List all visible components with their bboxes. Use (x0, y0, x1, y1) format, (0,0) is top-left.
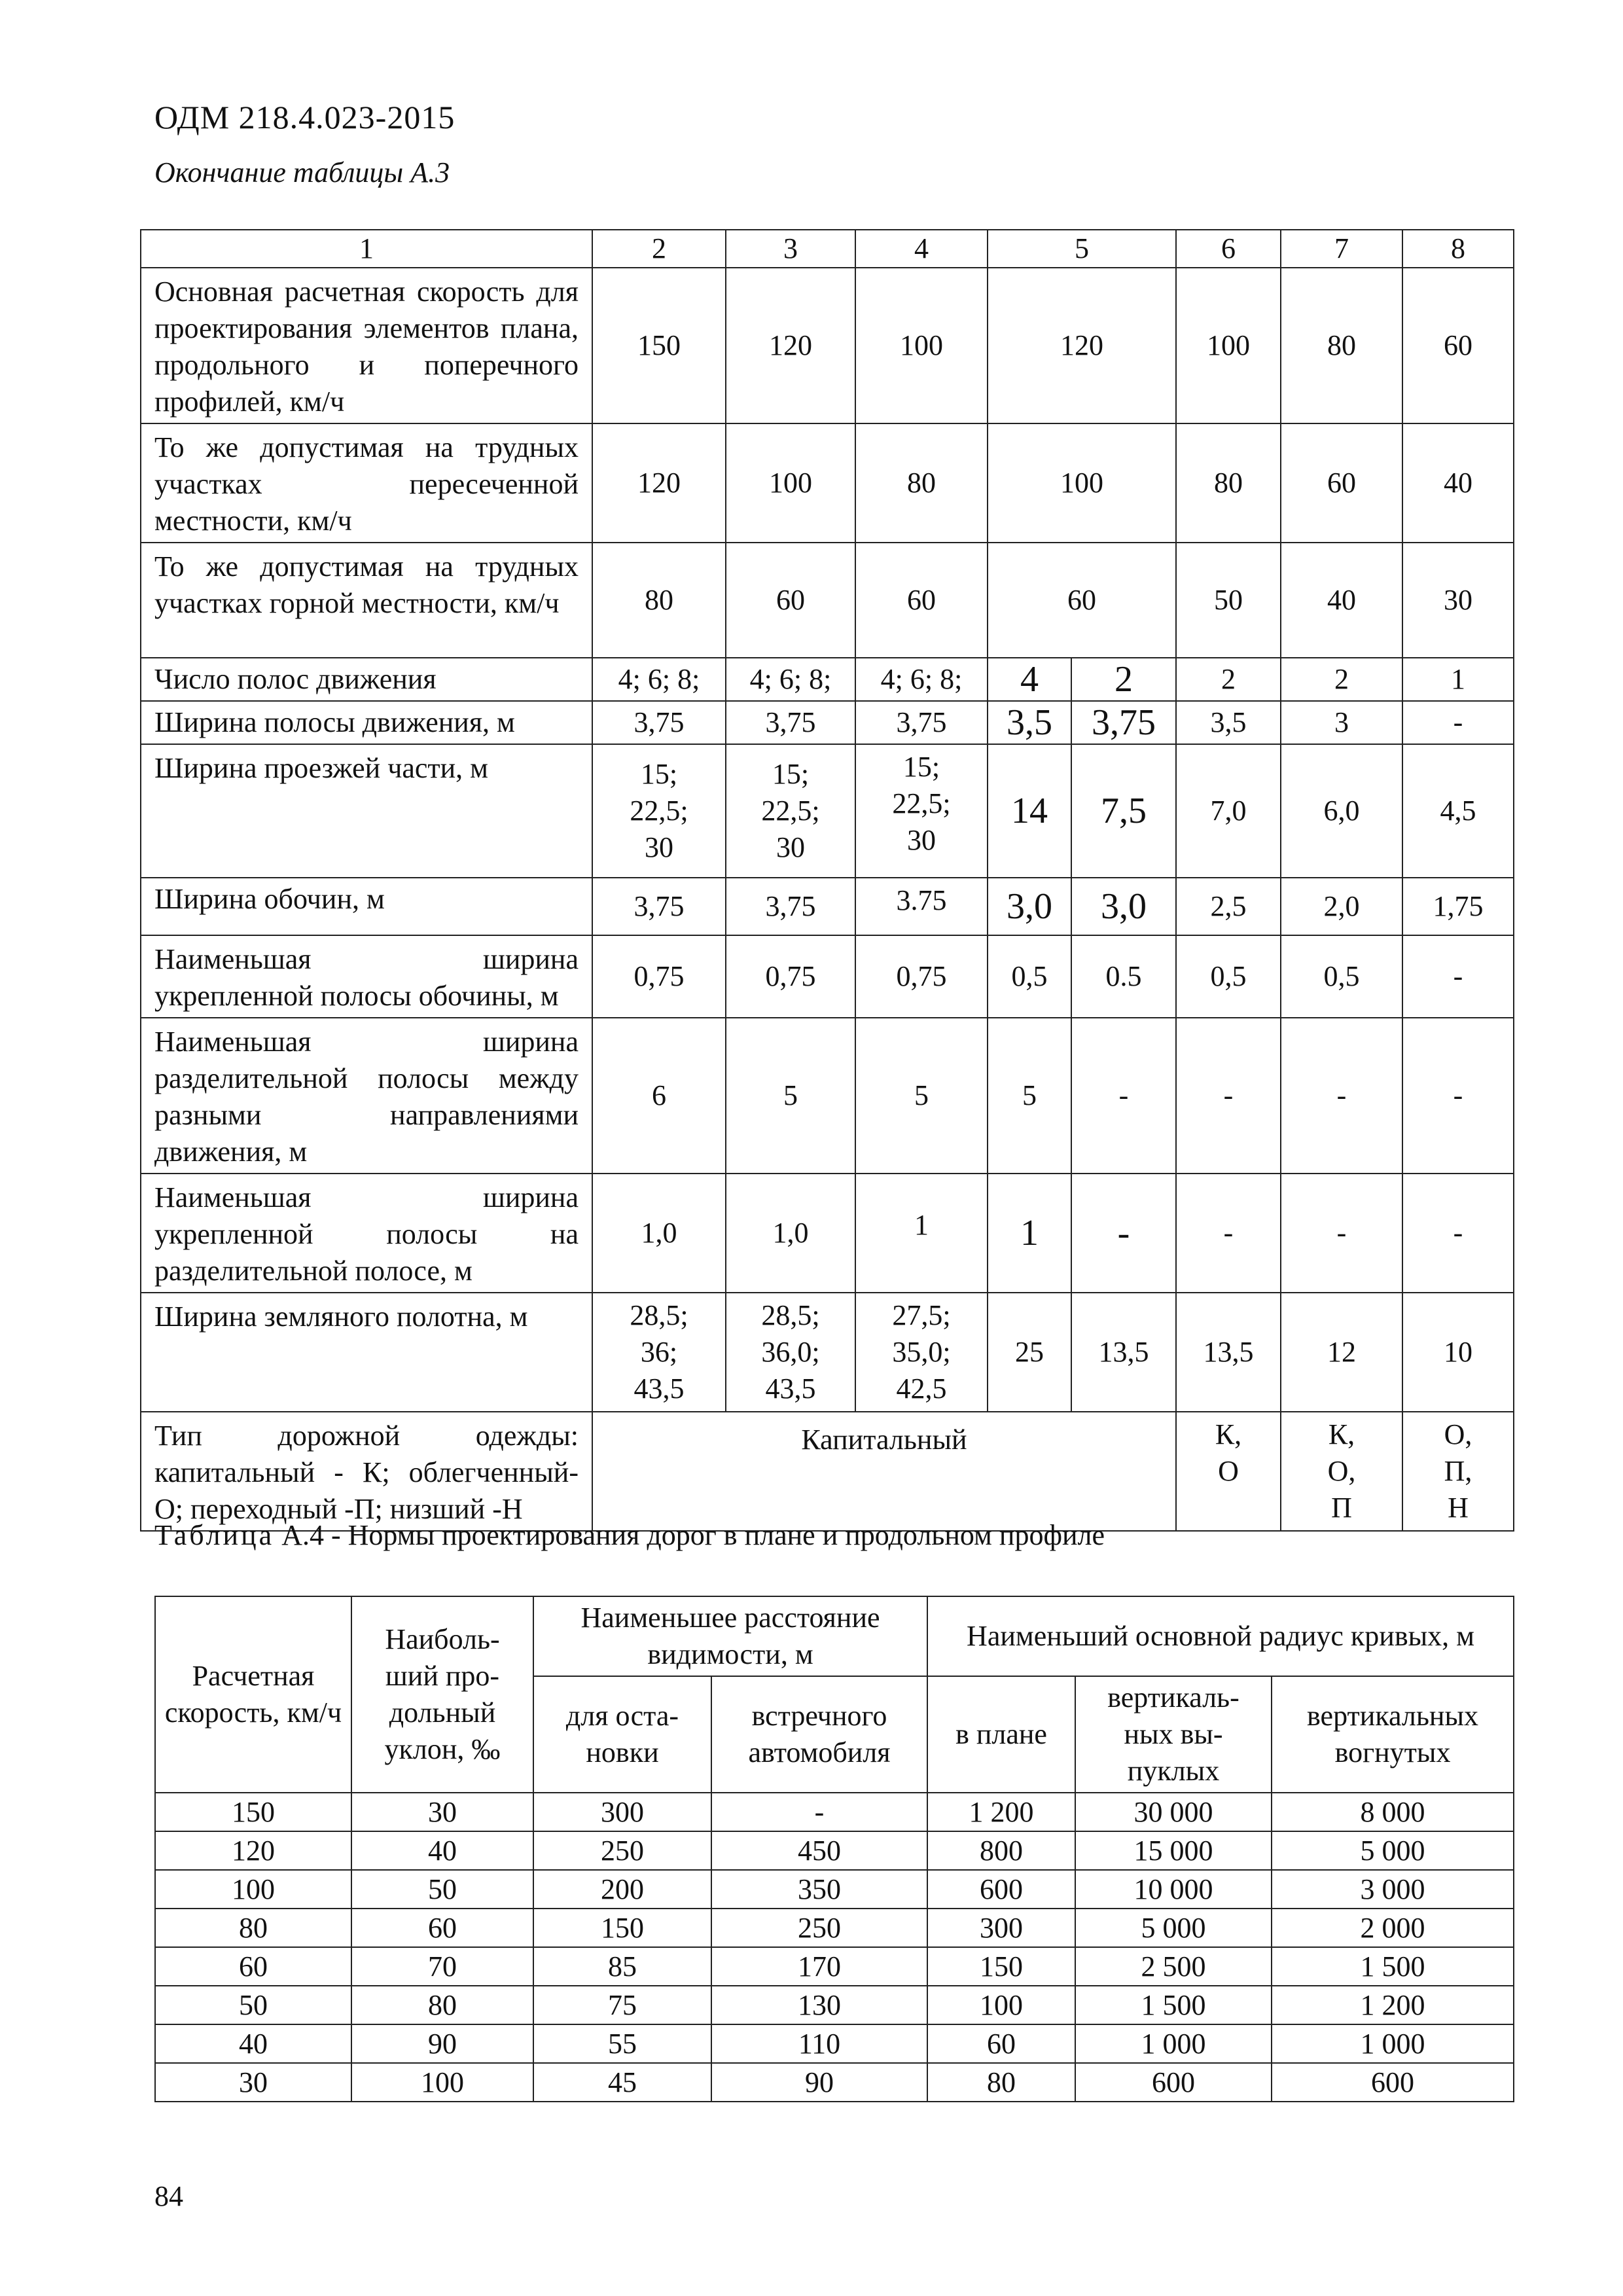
table-cell: 170 (711, 1947, 927, 1986)
col-header-6: 6 (1176, 230, 1281, 268)
table-cell: 7,5 (1071, 744, 1176, 878)
table-cell: - (711, 1793, 927, 1831)
col-header-2: 2 (592, 230, 726, 268)
table-cell: 0.5 (1071, 935, 1176, 1018)
table-cell: - (1402, 935, 1514, 1018)
table-cell: 100 (855, 268, 988, 423)
table-cell: 800 (927, 1831, 1075, 1870)
table-cell: 40 (351, 1831, 533, 1870)
table-cell: 5 (726, 1018, 855, 1174)
table-cell: 4; 6; 8; (726, 658, 855, 701)
table-row (155, 1793, 1514, 1831)
table-cell: 80 (1176, 423, 1281, 543)
table-cell: 50 (1176, 543, 1281, 658)
table-a4-body (155, 1793, 1514, 2102)
row-label: Ширина обочин, м (141, 878, 592, 935)
table-a3 (140, 229, 1514, 1532)
table-cell: О, П, Н (1402, 1412, 1514, 1531)
table-cell: 80 (855, 423, 988, 543)
table-cell: 3,75 (592, 878, 726, 935)
table-cell: 3,5 (988, 701, 1071, 744)
header-oncoming-sight: встречного автомобиля (711, 1676, 927, 1793)
table-cell: 85 (533, 1947, 711, 1986)
table-cell: 8 000 (1272, 1793, 1514, 1831)
table-row (141, 701, 1514, 744)
header-radius-concave: вертикальных вогнутых (1272, 1676, 1514, 1793)
table-row (141, 658, 1514, 701)
table-cell: 3,75 (855, 701, 988, 744)
table-cell: 3,5 (1176, 701, 1281, 744)
row-label: Наименьшая ширина укрепленной полосы обочины, м (141, 935, 592, 1018)
table-cell: 0,5 (988, 935, 1071, 1018)
table-cell: - (1402, 1018, 1514, 1174)
table-cell: 0,75 (592, 935, 726, 1018)
table-cell: - (1071, 1174, 1176, 1293)
table-row (141, 1018, 1514, 1174)
table-cell: 1 200 (1272, 1986, 1514, 2024)
table-cell: - (1402, 1174, 1514, 1293)
table-cell: 1 (988, 1174, 1071, 1293)
header-curve-radius-group: Наименьший основной радиус кривых, м (927, 1596, 1514, 1676)
table-a3-header-row (141, 230, 1514, 268)
row-label: Наименьшая ширина укрепленной полосы на разделительной полосе, м (141, 1174, 592, 1293)
table-cell: 1 (855, 1174, 988, 1293)
header-radius-convex: вертикаль- ных вы- пуклых (1075, 1676, 1272, 1793)
header-radius-plan: в плане (927, 1676, 1075, 1793)
table-cell: 75 (533, 1986, 711, 2024)
table-cell: 28,5; 36,0; 43,5 (726, 1293, 855, 1412)
table-row (141, 268, 1514, 423)
table-cell: 30 000 (1075, 1793, 1272, 1831)
table-row (141, 1174, 1514, 1293)
table-cell: 90 (351, 2024, 533, 2063)
table-cell: 80 (155, 1909, 351, 1947)
table-row (141, 744, 1514, 878)
table-cell: 1 500 (1075, 1986, 1272, 2024)
table-cell: 350 (711, 1870, 927, 1909)
table-cell: К, О, П (1281, 1412, 1402, 1531)
table-row (155, 1909, 1514, 1947)
table-cell: 600 (1272, 2063, 1514, 2102)
header-sight-distance-group: Наименьшее расстояние видимости, м (533, 1596, 927, 1676)
col-header-4: 4 (855, 230, 988, 268)
table-cell: 120 (988, 268, 1176, 423)
table-cell: 80 (927, 2063, 1075, 2102)
table-cell: 2,0 (1281, 878, 1402, 935)
table-cell: 70 (351, 1947, 533, 1986)
table-cell: 3,75 (726, 878, 855, 935)
col-header-8: 8 (1402, 230, 1514, 268)
table-cell: 150 (533, 1909, 711, 1947)
table-cell: 10 000 (1075, 1870, 1272, 1909)
table-row (141, 423, 1514, 543)
table-cell: 80 (351, 1986, 533, 2024)
table-cell: 80 (592, 543, 726, 658)
row-label: То же допустимая на трудных участках пересеченной местности, км/ч (141, 423, 592, 543)
table-cell: 80 (1281, 268, 1402, 423)
table-cell: 3,0 (1071, 878, 1176, 935)
table-cell: 15; 22,5; 30 (592, 744, 726, 878)
table-cell: 14 (988, 744, 1071, 878)
table-cell: 150 (592, 268, 726, 423)
table-cell: 30 (351, 1793, 533, 1831)
table-cell: 150 (155, 1793, 351, 1831)
table-cell: 10 (1402, 1293, 1514, 1412)
table-cell: 1 500 (1272, 1947, 1514, 1986)
table-cell: К, О (1176, 1412, 1281, 1531)
table-cell: 600 (1075, 2063, 1272, 2102)
table-cell: 120 (155, 1831, 351, 1870)
table-cell: 250 (711, 1909, 927, 1947)
table-cell: 30 (155, 2063, 351, 2102)
table-cell: 5 (988, 1018, 1071, 1174)
table-cell: 55 (533, 2024, 711, 2063)
table-cell: 40 (1281, 543, 1402, 658)
table-cell: 13,5 (1071, 1293, 1176, 1412)
table-cell: 250 (533, 1831, 711, 1870)
table-cell: 27,5; 35,0; 42,5 (855, 1293, 988, 1412)
table-cell: 60 (1281, 423, 1402, 543)
table-cell: 130 (711, 1986, 927, 2024)
table-cell: 4,5 (1402, 744, 1514, 878)
table-cell: 0,5 (1176, 935, 1281, 1018)
table-cell: - (1281, 1174, 1402, 1293)
table-cell: 40 (1402, 423, 1514, 543)
table-cell: 0,75 (855, 935, 988, 1018)
table-cell: 3.75 (855, 878, 988, 935)
table-cell: 50 (155, 1986, 351, 2024)
table-cell: 100 (1176, 268, 1281, 423)
table-cell: 3,75 (1071, 701, 1176, 744)
table-cell: 2 500 (1075, 1947, 1272, 1986)
table-row (141, 878, 1514, 935)
table-cell: 150 (927, 1947, 1075, 1986)
table-cell: 0,5 (1281, 935, 1402, 1018)
header-stopping-sight: для оста- новки (533, 1676, 711, 1793)
table-cell: 3 000 (1272, 1870, 1514, 1909)
table-cell: 2 (1071, 658, 1176, 701)
table-cell: 600 (927, 1870, 1075, 1909)
table-cell: 60 (1402, 268, 1514, 423)
col-header-7: 7 (1281, 230, 1402, 268)
table-cell: 13,5 (1176, 1293, 1281, 1412)
col-header-3: 3 (726, 230, 855, 268)
table-cell: 100 (927, 1986, 1075, 2024)
table-cell: 5 (855, 1018, 988, 1174)
table-cell: 200 (533, 1870, 711, 1909)
table-row (155, 2024, 1514, 2063)
table-cell: 90 (711, 2063, 927, 2102)
table-cell: 25 (988, 1293, 1071, 1412)
table-cell: 60 (155, 1947, 351, 1986)
table-cell: 12 (1281, 1293, 1402, 1412)
table-cell: - (1176, 1174, 1281, 1293)
table-cell: 2 (1176, 658, 1281, 701)
row-label: Наименьшая ширина разделительной полосы между разными направлениями движения, м (141, 1018, 592, 1174)
table-cell: 120 (726, 268, 855, 423)
table-continuation-caption: Окончание таблицы А.3 (154, 156, 450, 188)
row-label: Число полос движения (141, 658, 592, 701)
row-label: Тип дорожной одежды: капитальный - К; облегченный- О; переходный -П; низший -Н (141, 1412, 592, 1531)
table-cell: 28,5; 36; 43,5 (592, 1293, 726, 1412)
table-cell: 300 (533, 1793, 711, 1831)
table-row (155, 1947, 1514, 1986)
table-a4-header-row (155, 1596, 1514, 1676)
table-cell: 100 (155, 1870, 351, 1909)
col-header-1: 1 (141, 230, 592, 268)
row-label: Ширина полосы движения, м (141, 701, 592, 744)
table-cell: 1 000 (1272, 2024, 1514, 2063)
table-cell: - (1281, 1018, 1402, 1174)
header-design-speed: Расчетная скорость, км/ч (155, 1596, 351, 1793)
row-label: Ширина земляного полотна, м (141, 1293, 592, 1412)
table-row (155, 1831, 1514, 1870)
table-cell: 3,0 (988, 878, 1071, 935)
table-cell: 2 000 (1272, 1909, 1514, 1947)
table-cell: 40 (155, 2024, 351, 2063)
page-number: 84 (154, 2180, 183, 2212)
table-cell: 120 (592, 423, 726, 543)
table-cell: 4 (988, 658, 1071, 701)
table-cell: 110 (711, 2024, 927, 2063)
table-cell: 3,75 (592, 701, 726, 744)
table-cell: - (1071, 1018, 1176, 1174)
table-cell: 15; 22,5; 30 (726, 744, 855, 878)
table-cell: 2,5 (1176, 878, 1281, 935)
row-label: То же допустимая на трудных участках горной местности, км/ч (141, 543, 592, 658)
table-cell: 7,0 (1176, 744, 1281, 878)
table-row (155, 2063, 1514, 2102)
table-cell: 2 (1281, 658, 1402, 701)
table-cell: 1 200 (927, 1793, 1075, 1831)
table-cell: 50 (351, 1870, 533, 1909)
table-cell: 60 (351, 1909, 533, 1947)
table-cell: 1,0 (726, 1174, 855, 1293)
table-a4 (154, 1596, 1514, 2102)
table-cell: 1,75 (1402, 878, 1514, 935)
header-max-grade: Наиболь- ший про- дольный уклон, ‰ (351, 1596, 533, 1793)
table-row (141, 1412, 1514, 1531)
table-cell: 3 (1281, 701, 1402, 744)
table-cell: 4; 6; 8; (855, 658, 988, 701)
table-cell: 1 000 (1075, 2024, 1272, 2063)
table-cell: 300 (927, 1909, 1075, 1947)
table-row (141, 1293, 1514, 1412)
row-label: Ширина проезжей части, м (141, 744, 592, 878)
table-cell: 100 (988, 423, 1176, 543)
table-cell: 60 (726, 543, 855, 658)
table-cell: 60 (855, 543, 988, 658)
table-cell: 0,75 (726, 935, 855, 1018)
table-cell: 450 (711, 1831, 927, 1870)
table-cell: 1 (1402, 658, 1514, 701)
table-cell: 5 000 (1075, 1909, 1272, 1947)
table-cell: - (1176, 1018, 1281, 1174)
table-cell: 5 000 (1272, 1831, 1514, 1870)
table-cell: Капитальный (592, 1412, 1176, 1531)
table-a4-title: Таблица А.4 - Нормы проектирования дорог в плане и продольном профиле (154, 1519, 1105, 1551)
table-cell: 100 (726, 423, 855, 543)
table-cell: 60 (988, 543, 1176, 658)
table-cell: 1,0 (592, 1174, 726, 1293)
table-cell: - (1402, 701, 1514, 744)
table-cell: 15; 22,5; 30 (855, 744, 988, 878)
table-cell: 3,75 (726, 701, 855, 744)
table-cell: 6 (592, 1018, 726, 1174)
table-row (155, 1986, 1514, 2024)
col-header-5: 5 (988, 230, 1176, 268)
table-cell: 15 000 (1075, 1831, 1272, 1870)
table-row (141, 543, 1514, 658)
table-cell: 60 (927, 2024, 1075, 2063)
table-cell: 45 (533, 2063, 711, 2102)
document-code: ОДМ 218.4.023-2015 (154, 99, 455, 135)
table-row (141, 935, 1514, 1018)
table-cell: 100 (351, 2063, 533, 2102)
table-row (155, 1870, 1514, 1909)
table-cell: 4; 6; 8; (592, 658, 726, 701)
table-cell: 6,0 (1281, 744, 1402, 878)
row-label: Основная расчетная скорость для проектирования элементов плана, продольного и поперечного профилей, км/ч (141, 268, 592, 423)
table-cell: 30 (1402, 543, 1514, 658)
